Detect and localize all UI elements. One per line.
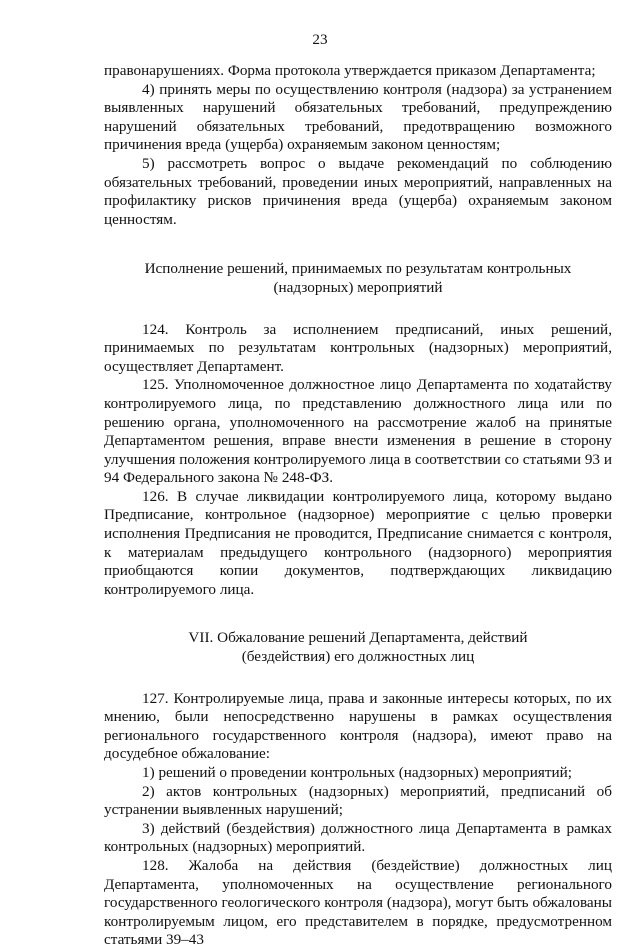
paragraph: 3) действий (бездействия) должностного лица Департамента в рамках контрольных (надзорных) мероприятий. [104,819,612,856]
heading-line: VII. Обжалование решений Департамента, действий [188,629,528,647]
paragraph: 4) принять меры по осуществлению контроля (надзора) за устранением выявленных нарушений обязательных требований, предупреждению нарушений обязательных требований, предотвращению возможного причинения вреда (ущерба) охраняемым законом ценностям; [104,80,612,154]
paragraph: 128. Жалоба на действия (бездействие) должностных лиц Департамента, уполномоченных на осуществление регионального государственного геологического контроля (надзора), могут быть обжалованы контролируемым лицом, его представителем в порядке, предусмотренном статьями 39–43 [104,856,612,949]
paragraph: 126. В случае ликвидации контролируемого лица, которому выдано Предписание, контрольное (надзорное) мероприятие с целью проверки исполнения Предписания не проводится, Предписание снимается с контроля, к материалам предыдущего контрольного (надзорного) мероприятия приобщаются копии документов, подтверждающих ликвидацию контролируемого лица. [104,487,612,598]
heading-line: (бездействия) его должностных лиц [241,648,475,666]
paragraph: 127. Контролируемые лица, права и законные интересы которых, по их мнению, были непосредственно нарушены в рамках осуществления регионального государственного контроля (надзора), имеют право на досудебное обжалование: [104,689,612,763]
heading-line: Исполнение решений, принимаемых по результатам контрольных [144,260,572,278]
document-body [104,62,612,950]
paragraph: 125. Уполномоченное должностное лицо Департамента по ходатайству контролируемого лица, по представлению должностного лица или по решению органа, уполномоченного на рассмотрение жалоб на принятые Департаментом решения, вправе внести изменения в решение в сторону улучшения положения контролируемого лица в соответствии со статьями 93 и 94 Федерального закона № 248-ФЗ. [104,376,612,487]
section-heading [104,629,612,666]
paragraph: 1) решений о проведении контрольных (надзорных) мероприятий; [142,764,572,781]
page-number: 23 [312,31,328,48]
section-heading [104,260,612,297]
paragraph: 2) актов контрольных (надзорных) мероприятий, предписаний об устранении выявленных нарушений; [104,782,612,819]
heading-line: (надзорных) мероприятий [273,278,443,296]
paragraph: правонарушениях. Форма протокола утверждается приказом Департамента; [104,62,596,79]
paragraph: 124. Контроль за исполнением предписаний, иных решений, принимаемых по результатам контрольных (надзорных) мероприятий, осуществляет Департамент. [104,320,612,375]
paragraph: 5) рассмотреть вопрос о выдаче рекомендаций по соблюдению обязательных требований, проведении иных мероприятий, направленных на профилактику рисков причинения вреда (ущерба) охраняемым законом ценностям. [104,154,612,228]
